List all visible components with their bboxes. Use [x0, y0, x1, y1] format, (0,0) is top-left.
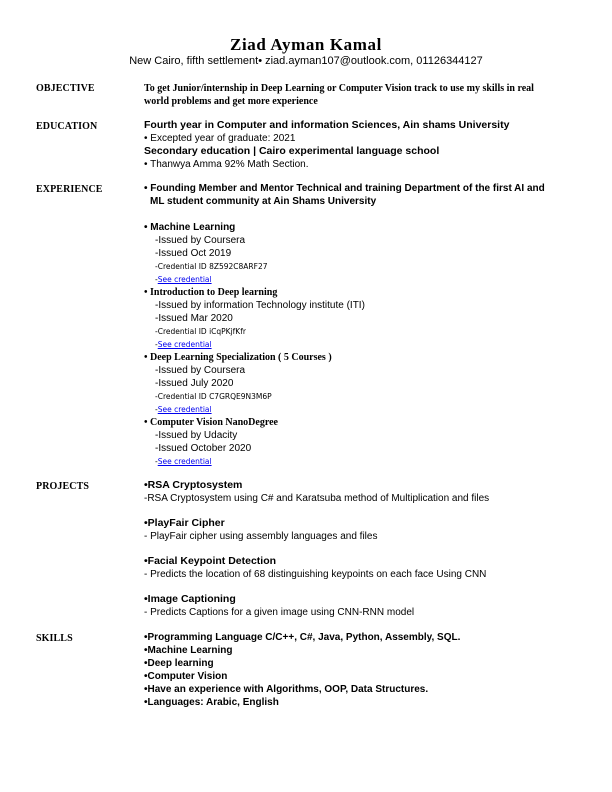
- skill-item: •Programming Language C/C++, C#, Java, Python, Assembly, SQL.: [144, 632, 461, 643]
- project-title: •Facial Keypoint Detection: [144, 555, 277, 567]
- link-prefix: -: [155, 457, 158, 466]
- see-credential-link[interactable]: See credential: [157, 405, 212, 414]
- objective-line-2: world problems and get more experience: [144, 96, 318, 107]
- skill-item: •Languages: Arabic, English: [144, 697, 279, 708]
- project-description: - Predicts Captions for a given image using CNN-RNN model: [144, 607, 415, 618]
- certificate-title: • Computer Vision NanoDegree: [144, 417, 278, 428]
- project-description: - PlayFair cipher using assembly languages and files: [144, 531, 378, 542]
- skill-item: •Deep learning: [144, 658, 214, 669]
- project-title: •PlayFair Cipher: [144, 517, 225, 529]
- section-label-projects: PROJECTS: [36, 481, 90, 492]
- experience-intro-line-1: • Founding Member and Mentor Technical and training Department of the first AI and: [144, 183, 545, 194]
- certificate-credential-id: -Credential ID C7GRQE9N3M6P: [155, 392, 272, 401]
- see-credential-link[interactable]: See credential: [157, 340, 212, 349]
- certificate-issuer: -Issued by Coursera: [155, 365, 246, 376]
- certificate-title: • Introduction to Deep learning: [144, 287, 278, 298]
- skill-item: •Computer Vision: [144, 671, 228, 682]
- certificate-date: -Issued Oct 2019: [155, 248, 232, 259]
- section-label-skills: SKILLS: [36, 633, 73, 644]
- see-credential-link[interactable]: See credential: [157, 457, 212, 466]
- certificate-title: • Machine Learning: [144, 222, 236, 233]
- experience-intro-line-2: ML student community at Ain Shams University: [150, 196, 377, 207]
- see-credential-link[interactable]: See credential: [157, 275, 212, 284]
- section-label-experience: EXPERIENCE: [36, 184, 103, 195]
- education-detail-thanwya: • Thanwya Amma 92% Math Section.: [144, 159, 309, 170]
- contact-info: New Cairo, fifth settlement• ziad.ayman107@outlook.com, 01126344127: [129, 55, 483, 67]
- certificate-link-row: [155, 273, 212, 286]
- section-label-objective: OBJECTIVE: [36, 83, 95, 94]
- certificate-date: -Issued July 2020: [155, 378, 234, 389]
- project-title: •Image Captioning: [144, 593, 236, 605]
- certificate-credential-id: -Credential ID iCqPKjfKfr: [155, 327, 246, 336]
- certificate-date: -Issued Mar 2020: [155, 313, 233, 324]
- project-title: •RSA Cryptosystem: [144, 479, 243, 491]
- project-description: -RSA Cryptosystem using C# and Karatsuba method of Multiplication and files: [144, 493, 490, 504]
- certificate-link-row: [155, 403, 212, 416]
- resume-name: Ziad Ayman Kamal: [230, 35, 382, 54]
- education-detail-graduation: • Excepted year of graduate: 2021: [144, 133, 296, 144]
- education-title-university: Fourth year in Computer and information Sciences, Ain shams University: [144, 119, 510, 131]
- section-label-education: EDUCATION: [36, 121, 98, 132]
- project-description: - Predicts the location of 68 distinguishing keypoints on each face Using CNN: [144, 569, 487, 580]
- certificate-date: -Issued October 2020: [155, 443, 252, 454]
- certificate-issuer: -Issued by information Technology institute (ITI): [155, 300, 365, 311]
- certificate-credential-id: -Credential ID 8Z592C8ARF27: [155, 262, 268, 271]
- skill-item: •Machine Learning: [144, 645, 233, 656]
- skill-item: •Have an experience with Algorithms, OOP, Data Structures.: [144, 684, 429, 695]
- certificate-link-row: [155, 338, 212, 351]
- objective-line-1: To get Junior/internship in Deep Learning or Computer Vision track to use my skills in real: [144, 83, 534, 94]
- certificate-issuer: -Issued by Udacity: [155, 430, 238, 441]
- link-prefix: -: [155, 275, 158, 284]
- education-title-school: Secondary education | Cairo experimental language school: [144, 145, 440, 157]
- link-prefix: -: [155, 340, 158, 349]
- certificate-link-row: [155, 455, 212, 468]
- certificate-issuer: -Issued by Coursera: [155, 235, 246, 246]
- certificate-title: • Deep Learning Specialization ( 5 Courses ): [144, 352, 332, 363]
- link-prefix: -: [155, 405, 158, 414]
